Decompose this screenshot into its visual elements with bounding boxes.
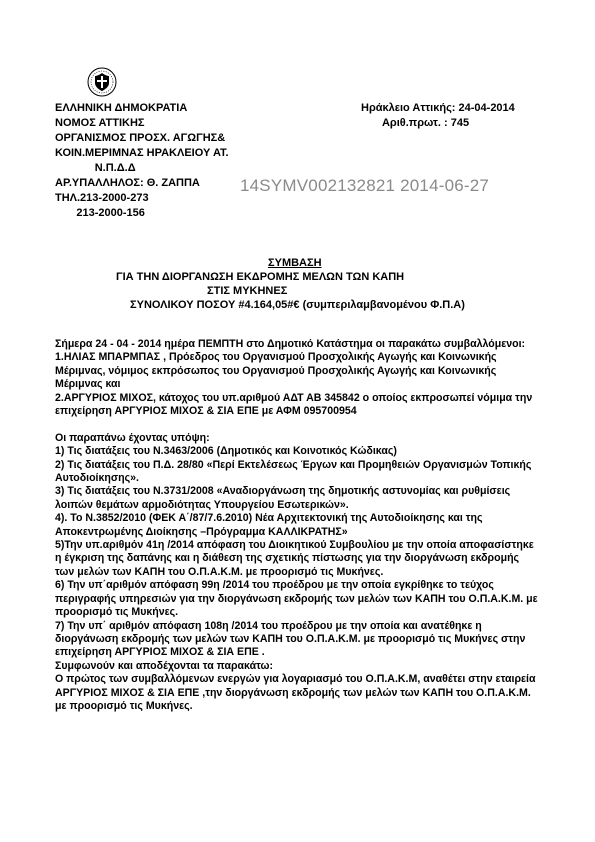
considerations-heading: Οι παραπάνω έχοντας υπόψη: xyxy=(55,431,210,444)
document-date: Ηράκλειο Αττικής: 24-04-2014 xyxy=(361,102,515,114)
consideration-item: 2) Τις διατάξεις του Π.Δ. 28/80 «Περί Εκτελέσεως Έργων και Προμηθειών Οργανισμών Τοπικής Αυτοδιοίκησης». xyxy=(55,458,532,485)
issuer-line: ΤΗΛ.213-2000-273 xyxy=(55,192,149,204)
issuer-line: ΚΟΙΝ.ΜΕΡΙΜΝΑΣ ΗΡΑΚΛΕΙΟΥ ΑΤ. xyxy=(55,147,229,159)
consideration-item: 6) Την υπ΄αριθμόν απόφαση 99η /2014 του προέδρου με την οποία εγκρίθηκε το τεύχος περιγραφής υπηρεσιών για την διοργάνωση εκδρομής των μελών των ΚΑΠΗ του Ο.Π.Α.Κ.Μ. με προορισμό τις Μυκήνες. xyxy=(55,579,538,619)
issuer-block xyxy=(55,101,229,221)
contract-body xyxy=(55,338,540,713)
consideration-item: 5)Την υπ.αριθμόν 41η /2014 απόφαση του Διοικητικού Συμβουλίου με την οποία αποφασίστηκε η έγκριση της δαπάνης και η διάθεση της σχετικής πίστωσης για την διοργάνωση εκδρομής των μελών των ΚΑΠΗ του Ο.Π.Α.Κ.Μ. με προορισμό τις Μυκήνες. xyxy=(55,539,534,578)
intro-paragraph: Σήμερα 24 - 04 - 2014 ημέρα ΠΕΜΠΤΗ στο Δημοτικό Κατάστημα οι παρακάτω συμβαλλόμενοι: xyxy=(55,338,526,350)
agreement-heading: Συμφωνούν και αποδέχονται τα παρακάτω: xyxy=(55,659,274,672)
consideration-item: 1) Τις διατάξεις του Ν.3463/2006 (Δημοτικός και Κοινοτικός Κώδικας) xyxy=(55,445,397,458)
date-protocol-block xyxy=(361,101,515,131)
protocol-number: Αριθ.πρωτ. : 745 xyxy=(361,117,470,129)
party-one: 1.ΗΛΙΑΣ ΜΠΑΡΜΠΑΣ , Πρόεδρος του Οργανισμού Προσχολικής Αγωγής και Κοινωνικής Μέριμνας, νόμιμος εκπρόσωπος του Οργανισμού Προσχολικής Αγωγής και Κοινωνικής Μέριμνας και xyxy=(55,351,497,391)
ada-stamp: 14SYMV002132821 2014-06-27 xyxy=(240,176,490,195)
issuer-line: 213-2000-156 xyxy=(55,207,145,219)
title-destination: ΣΤΙΣ ΜΥΚΗΝΕΣ xyxy=(207,285,288,297)
party-two: 2.ΑΡΓΥΡΙΟΣ ΜΙΧΟΣ, κάτοχος του υπ.αριθμού ΑΔΤ ΑΒ 345842 ο οποίος εκπροσωπεί νόμιμα την επιχείρηση ΑΡΓΥΡΙΟΣ ΜΙΧΟΣ & ΣΙΑ ΕΠΕ με ΑΦΜ 095700954 xyxy=(55,391,533,418)
assignment-paragraph: Ο πρώτος των συμβαλλόμενων ενεργών για λογαριασμό του Ο.Π.Α.Κ.Μ, αναθέτει στην εταιρεία ΑΡΓΥΡΙΟΣ ΜΙΧΟΣ & ΣΙΑ ΕΠΕ ,την διοργάνωση εκδρομής των μελών των ΚΑΠΗ του Ο.Π.Α.Κ.Μ. με προορισμό τις Μυκήνες. xyxy=(55,673,536,712)
consideration-item: 7) Την υπ΄ αριθμόν απόφαση 108η /2014 του προέδρου με την οποία και ανατέθηκε η διοργάνωση εκδρομής των μελών των ΚΑΠΗ του Ο.Π.Α.Κ.Μ. με προορισμό τις Μυκήνες στην επιχείρηση ΑΡΓΥΡΙΟΣ ΜΙΧΟΣ & ΣΙΑ ΕΠΕ . xyxy=(55,619,526,659)
issuer-line: ΕΛΛΗΝΙΚΗ ΔΗΜΟΚΡΑΤΙΑ xyxy=(55,102,188,114)
greek-emblem-icon xyxy=(87,67,117,97)
consideration-item: 3) Τις διατάξεις του Ν.3731/2008 «Αναδιοργάνωση της δημοτικής αστυνομίας και ρυθμίσεις λοιπών θεμάτων αρμοδιότητας Υπουργείου Εσωτερικών». xyxy=(55,485,511,511)
title-subject: ΓΙΑ ΤΗΝ ΔΙΟΡΓΑΝΩΣΗ ΕΚΔΡΟΜΗΣ ΜΕΛΩΝ ΤΩΝ ΚΑΠΗ xyxy=(116,271,405,283)
consideration-item: 4). Το Ν.3852/2010 (ΦΕΚ Α΄/87/7.6.2010) Νέα Αρχιτεκτονική της Αυτοδιοίκησης και της Αποκεντρωμένης Διοίκησης –Πρόγραμμα ΚΑΛΛΙΚΡΑΤΗΣ» xyxy=(55,512,483,538)
issuer-line: ΟΡΓΑΝΙΣΜΟΣ ΠΡΟΣΧ. ΑΓΩΓΗΣ& xyxy=(55,132,226,144)
issuer-line: ΝΟΜΟΣ ΑΤΤΙΚΗΣ xyxy=(55,117,145,129)
issuer-line: Ν.Π.Δ.Δ xyxy=(55,162,136,174)
title-amount: ΣΥΝΟΛΙΚΟΥ ΠΟΣΟΥ #4.164,05#€ (συμπεριλαμβανομένου Φ.Π.Α) xyxy=(130,299,465,311)
title-heading: ΣΥΜΒΑΣΗ xyxy=(268,257,322,269)
issuer-line: ΑΡ.ΥΠΑΛΛΗΛΟΣ: Θ. ΖΑΠΠΑ xyxy=(55,177,200,189)
